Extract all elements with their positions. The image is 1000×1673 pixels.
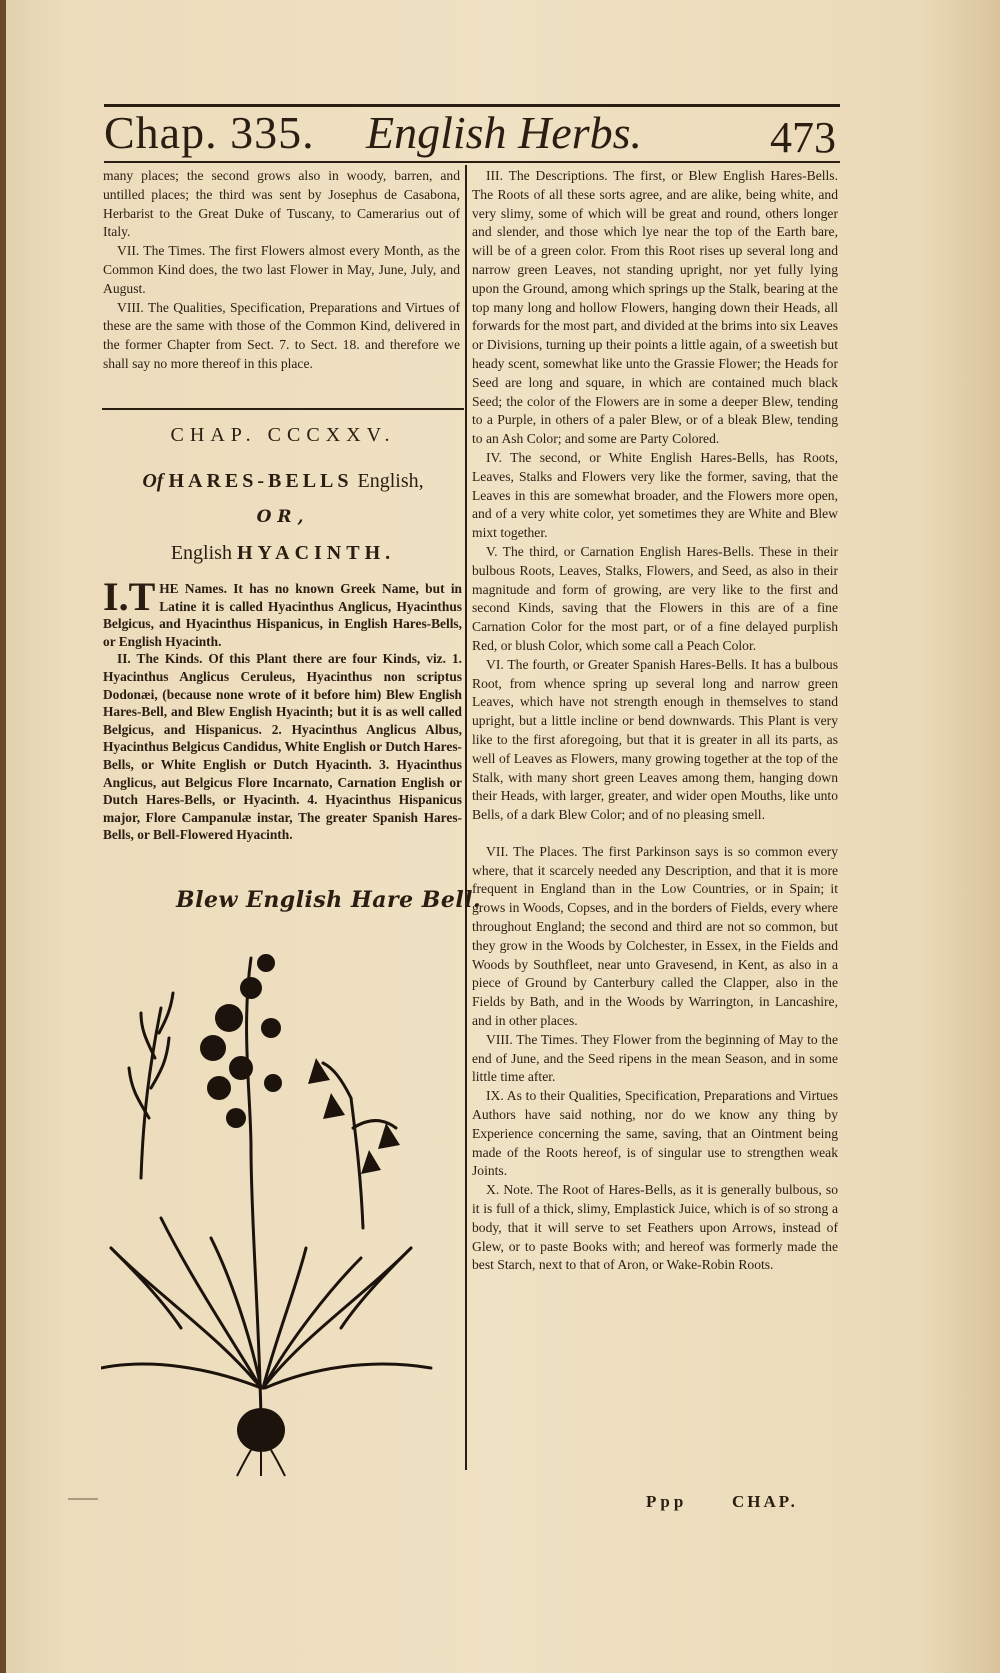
catchword: CHAP. bbox=[732, 1492, 798, 1511]
header-chapter: Chap. 335. bbox=[104, 107, 315, 158]
paragraph: VIII. The Qualities, Specification, Preparations and Virtues of these are the same with those of the Common Kind, delivered in the former Chapter from Sect. 7. to Sect. 18. and therefore we shall say no more thereof in this place. bbox=[103, 299, 460, 371]
chapter-subtitle-prefix: English bbox=[170, 542, 232, 564]
left-column-top bbox=[103, 167, 460, 374]
chapter-subtitle bbox=[102, 542, 464, 565]
illustration-caption: Blew English Hare Bell. bbox=[176, 887, 482, 913]
paragraph-times: VIII. The Times. They Flower from the beginning of May to the end of June, and the Seed ripens in the mean Season, and in some little time after. bbox=[472, 1031, 838, 1085]
ink-smudge bbox=[68, 1498, 98, 1514]
paragraph-fourth-kind: VI. The fourth, or Greater Spanish Hares-Bells. It has a bulbous Root, from whence spring up several long and narrow green Leaves, which have not strength enough in themselves to stand upright, but a little incline or bend downwards. This Plant is very like to the first aforegoing, but that it is greater in all its parts, as well of Leaves as Flowers, many growing together at the top of the Stalk, with many short green Leaves among them, hanging down their Heads, with larger, greater, and wider open Mouths, like unto Bells, of a dark Blew Color; and of no pleasing smell. bbox=[472, 656, 838, 823]
chapter-title-prefix: Of bbox=[142, 470, 164, 492]
running-header bbox=[104, 100, 836, 162]
header-bottom-rule bbox=[104, 161, 840, 163]
left-column-body bbox=[103, 574, 462, 844]
chapter-title-suffix: English, bbox=[357, 470, 424, 492]
chapter-or: OR, bbox=[256, 507, 310, 527]
book-page bbox=[6, 0, 1000, 1673]
drop-cap: I.T bbox=[103, 574, 156, 619]
chapter-subtitle-main: HYACINTH. bbox=[236, 542, 396, 564]
right-column bbox=[472, 167, 838, 1275]
paragraph-kinds: II. The Kinds. Of this Plant there are four Kinds, viz. 1. Hyacinthus Anglicus Ceruleus, Hyacinthus non scriptus Dodonæi, (because none wrote of it before him) Blew English Hares-Bell, and Blew English Hyacinth; but it is as well called Belgicus, and Hispanicus. 2. Hyacinthus Anglicus Albus, Hyacinthus Belgicus Candidus, White English or Dutch Hares-Bells, or White English or Dutch Hyacinth. 3. Hyacinthus Anglicus, aut Belgicus Flore Incarnato, Carnation English or Dutch Hares-Bells, or Hyacinth. 4. Hyacinthus Hispanicus major, Flore Campanulæ instar, The greater Spanish Hares-Bells, or Bell-Flowered Hyacinth. bbox=[103, 651, 462, 843]
hare-bell-woodcut bbox=[101, 918, 461, 1478]
paragraph: many places; the second grows also in woody, barren, and untilled places; the third was sent by Josephus de Casabona, Herbarist to the Great Duke of Tuscany, to Camerarius out of Italy. bbox=[103, 168, 460, 240]
header-title: English Herbs. bbox=[366, 107, 642, 158]
paragraph-descriptions: III. The Descriptions. The first, or Blew English Hares-Bells. The Roots of all these sorts agree, and are alike, being white, and very slimy, some of which will be great and round, others longer and slender, and those which lye near the top of the Earth bare, will be of a green color. From this Root rises up several long and narrow green Leaves, not standing upright, nor yet fully lying upon the Ground, among which springs up the Stalk, bearing at the top many long and hollow Flowers, hanging down their Heads, all forwards for the most part, and divided at the brims into six Leaves or Divisions, turning up their points a little again, of a sweetish but heady scent, somewhat like unto the Grassie Flower; the Heads for Seed are long and square, in which are contained much black Seed; the color of the Flowers are in some a deeper Blew, tending to a Purple, in others of a paler Blew, or of a bleak Blew, tending to an Ash Color; and some are Party Colored. bbox=[472, 168, 838, 447]
chapter-title-main: HARES-BELLS bbox=[168, 470, 353, 492]
paragraph-note: X. Note. The Root of Hares-Bells, as it is generally bulbous, so it is full of a thick, slimy, Emplastick Juice, which is of so strong a body, that it will serve to set Feathers upon Arrows, instead of Glew, or to paste Books with; and hereof was formerly made the best Starch, next to that of Aron, or Wake-Robin Roots. bbox=[472, 1182, 838, 1273]
paragraph-qualities: IX. As to their Qualities, Specification, Preparations and Virtues Authors have said nothing, nor do we know any thing by Experience concerning the same, saving, that an Ointment being made of the Roots hereof, is of singular use to strengthen weak Joints. bbox=[472, 1088, 838, 1179]
chapter-number: CHAP. CCCXXV. bbox=[170, 424, 396, 446]
signature-mark: Ppp bbox=[646, 1492, 688, 1511]
paragraph-places: VII. The Places. The first Parkinson says is so common every where, that it scarcely needed any Description, and that it is more frequent in England than in the Low Countries, or in Spain; it grows in Woods, Copses, and in the borders of Fields, every where throughout England; the second and third are not so common, but they grow in the Woods by Colchester, in Essex, in the Fields and Woods by Southfleet, near unto Gravesend, in Kent, as also in a piece of Ground by Canterbury called the Clapper, also in the Fields by Bath, and in the Woods by Warrington, in Lancashire, and in other places. bbox=[472, 843, 838, 1029]
paragraph-second-kind: IV. The second, or White English Hares-Bells, has Roots, Leaves, Stalks and Flowers very like the former, saving, that the Leaves in this are somewhat broader, and the Flowers more open, and of a very white color, yet sometimes they are White and Blew mixt together. bbox=[472, 449, 838, 541]
chapter-title bbox=[102, 470, 464, 493]
paragraph-text: HE Names. It has no known Greek Name, but in Latine it is called Hyacinthus Anglicus, Hyacinthus Belgicus, and Hyacinthus Hispanicus, in English Hares-Bells, or English Hyacinth. bbox=[103, 581, 462, 649]
paragraph: VII. The Times. The first Flowers almost every Month, as the Common Kind does, the two last Flower in May, June, July, and August. bbox=[103, 243, 460, 296]
column-divider bbox=[465, 165, 467, 1470]
page-number: 473 bbox=[770, 113, 836, 162]
paragraph-names bbox=[103, 574, 462, 650]
paragraph-third-kind: V. The third, or Carnation English Hares-Bells. These in their bulbous Roots, Leaves, Stalks, Flowers, and Seed, as also in their magnitude and form of growing, are very like to the first and second Kinds, saving that the Flowers in this are of a fine Carnation Color for the most part, or of a fine delayed purplish Red, or blush Color, which some call a Peach Color. bbox=[472, 543, 838, 653]
chapter-separator-rule bbox=[102, 408, 464, 410]
